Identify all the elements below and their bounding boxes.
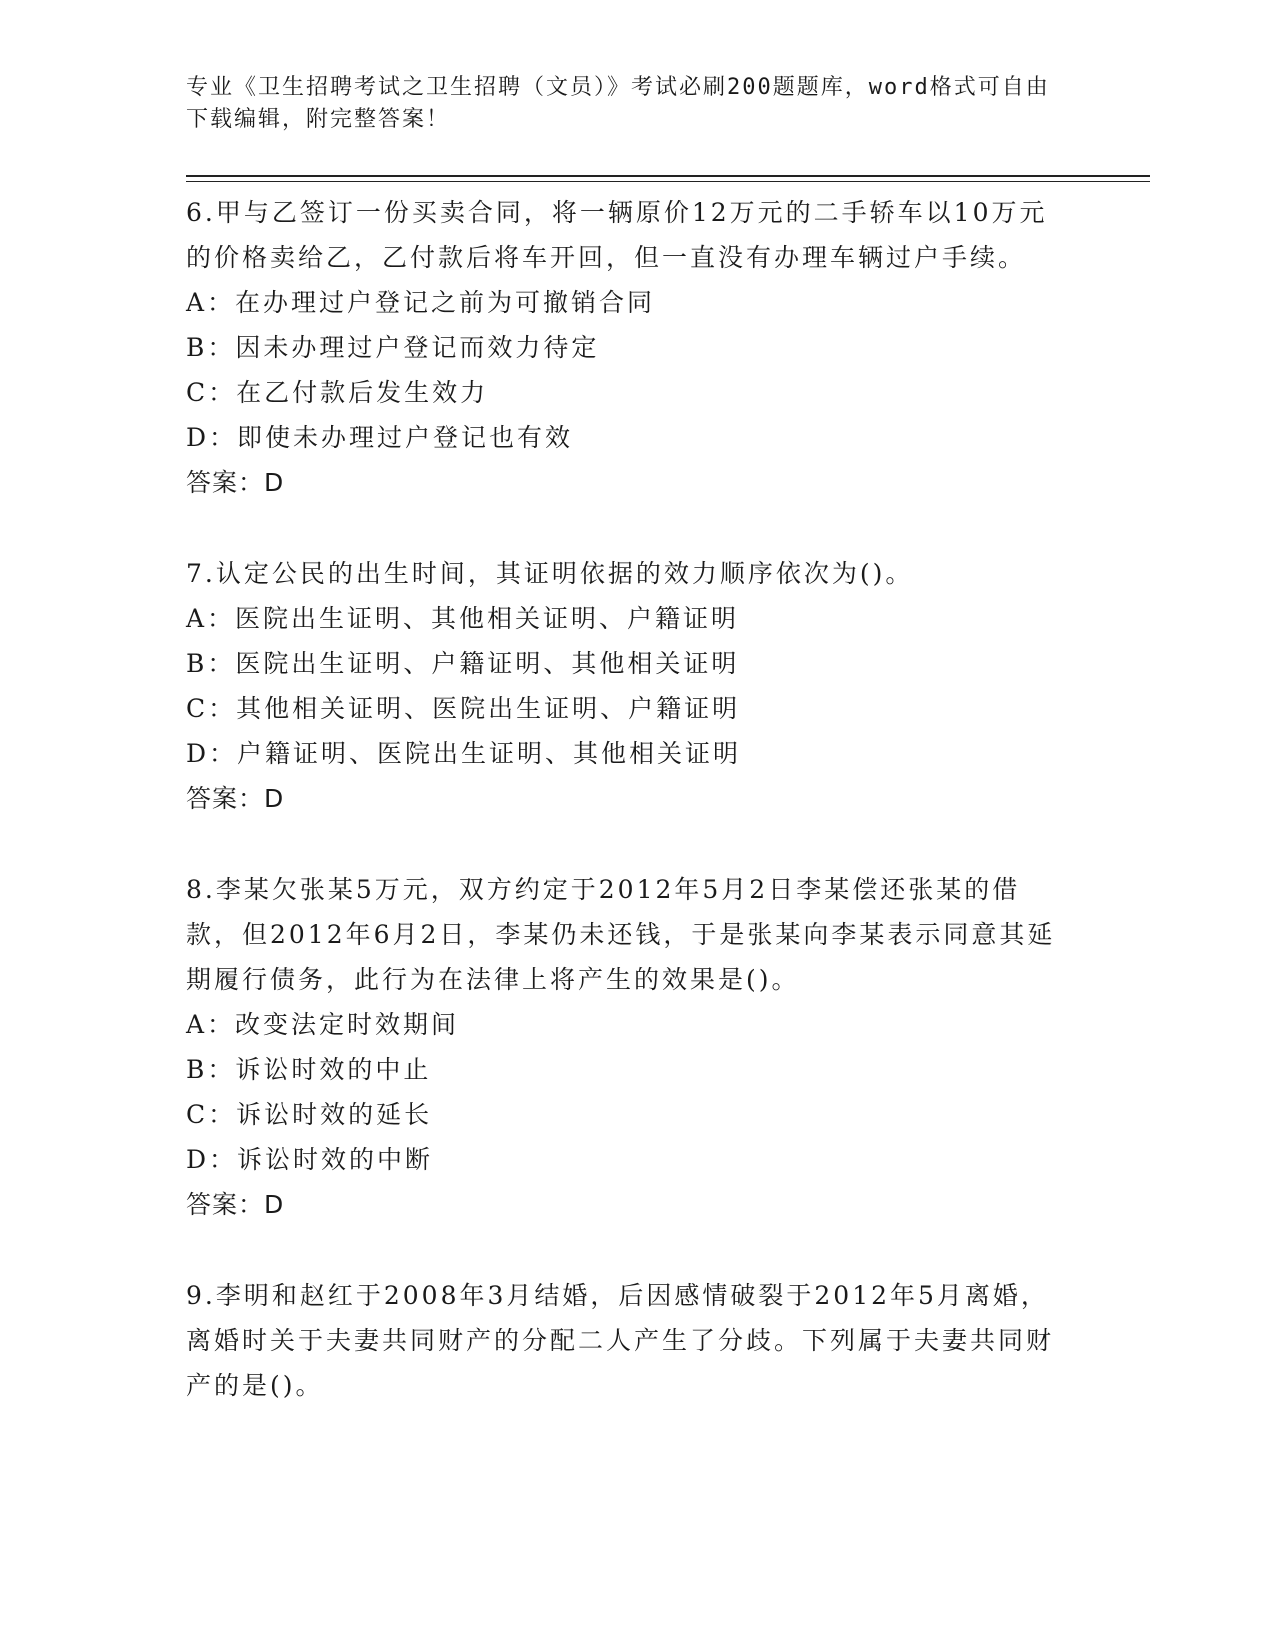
option-b: B：医院出生证明、户籍证明、其他相关证明: [186, 649, 740, 678]
option-a: A：医院出生证明、其他相关证明、户籍证明: [186, 604, 740, 633]
header-divider-thin: [186, 181, 1150, 182]
question-spacer: [186, 505, 1066, 551]
option-c: C：在乙付款后发生效力: [186, 378, 489, 407]
question-6: [186, 190, 1066, 505]
answer-label: 答案：D: [186, 1190, 285, 1219]
question-stem: 8.李某欠张某5万元，双方约定于2012年5月2日李某偿还张某的借款，但2012年6月2日，李某仍未还钱，于是张某向李某表示同意其延期履行债务，此行为在法律上将产生的效果是()。: [186, 875, 1056, 994]
option-c: C：其他相关证明、医院出生证明、户籍证明: [186, 694, 741, 723]
option-d: D：即使未办理过户登记也有效: [186, 423, 574, 452]
question-9: [186, 1273, 1066, 1408]
question-7: [186, 551, 1066, 821]
option-a: A：在办理过户登记之前为可撤销合同: [186, 288, 656, 317]
answer-label: 答案：D: [186, 784, 285, 813]
question-stem: 9.李明和赵红于2008年3月结婚，后因感情破裂于2012年5月离婚，离婚时关于夫妻共同财产的分配二人产生了分歧。下列属于夫妻共同财产的是()。: [186, 1281, 1055, 1400]
option-b: B：诉讼时效的中止: [186, 1055, 432, 1084]
header-divider-thick: [186, 175, 1150, 177]
option-d: D：诉讼时效的中断: [186, 1145, 434, 1174]
question-spacer: [186, 1227, 1066, 1273]
option-b: B：因未办理过户登记而效力待定: [186, 333, 600, 362]
answer-label: 答案：D: [186, 468, 285, 497]
question-spacer: [186, 821, 1066, 867]
option-d: D：户籍证明、医院出生证明、其他相关证明: [186, 739, 742, 768]
option-a: A：改变法定时效期间: [186, 1010, 460, 1039]
document-header: 专业《卫生招聘考试之卫生招聘（文员）》考试必刷200题题库，word格式可自由下载编辑，附完整答案！: [186, 75, 1050, 132]
question-stem: 7.认定公民的出生时间，其证明依据的效力顺序依次为()。: [186, 559, 914, 588]
question-8: [186, 867, 1066, 1227]
question-stem: 6.甲与乙签订一份买卖合同，将一辆原价12万元的二手轿车以10万元的价格卖给乙，乙付款后将车开回，但一直没有办理车辆过户手续。: [186, 198, 1048, 272]
option-c: C：诉讼时效的延长: [186, 1100, 433, 1129]
question-list: [186, 190, 1066, 1408]
